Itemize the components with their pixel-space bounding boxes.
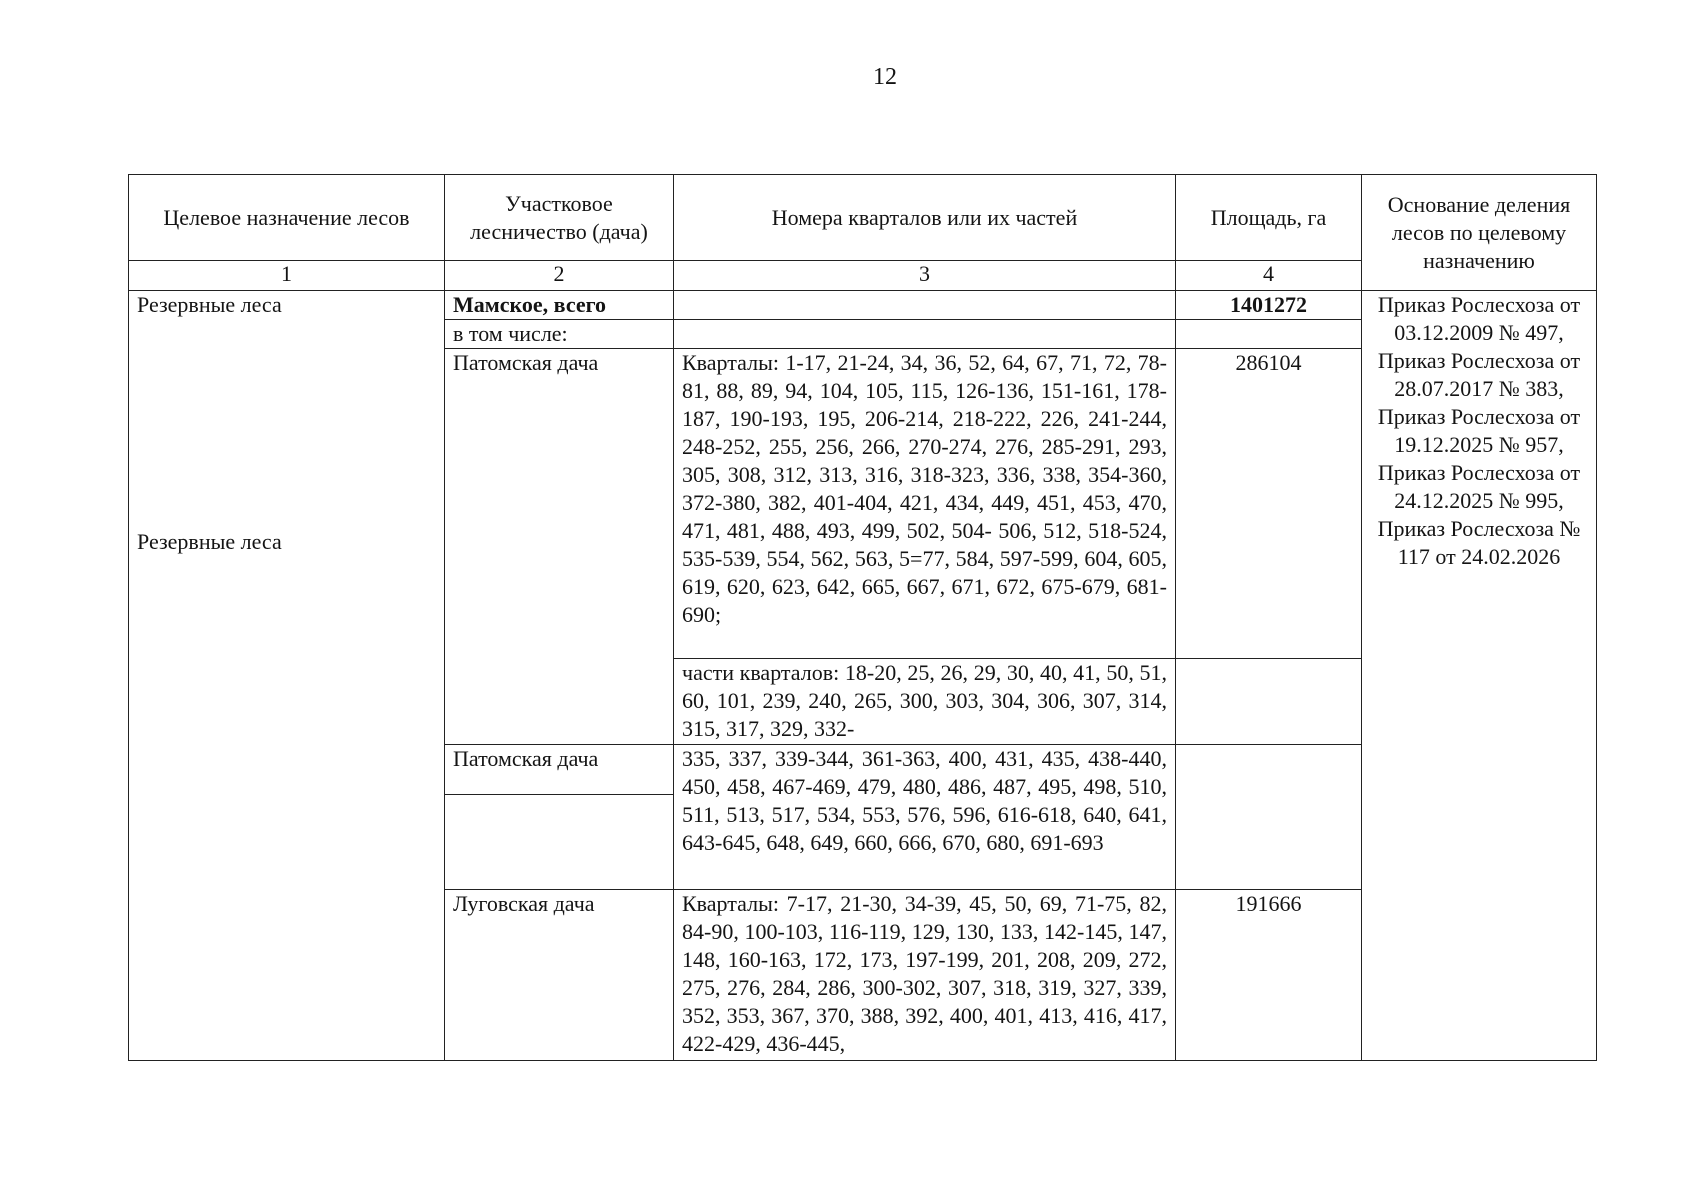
area-empty-cell: [1176, 745, 1362, 890]
forestry-empty-cell: [445, 795, 674, 890]
quarters-empty-cell: [674, 320, 1176, 349]
header-quarters: Номера кварталов или их частей: [674, 175, 1176, 261]
table-header-row: [129, 175, 1597, 261]
area-cell: 286104: [1176, 349, 1362, 659]
header-forestry: Участковое лесничество (дача): [445, 175, 674, 261]
column-number-4: 4: [1176, 261, 1362, 291]
forestry-cell: Луговская дача: [445, 890, 674, 1061]
forestry-cell: Патомская дача: [445, 349, 674, 745]
column-number-1: 1: [129, 261, 445, 291]
table-row-mamskoe-total: [129, 291, 1597, 320]
including-label: в том числе:: [445, 320, 674, 349]
forest-purpose-table: [128, 174, 1597, 1061]
header-area: Площадь, га: [1176, 175, 1362, 261]
column-number-3: 3: [674, 261, 1176, 291]
purpose-label-mid: Резервные леса: [137, 529, 282, 554]
page-number: 12: [873, 64, 897, 90]
forestry-total-cell: Мамское, всего: [445, 291, 674, 320]
quarters-empty-cell: [674, 291, 1176, 320]
purpose-label-top: Резервные леса: [137, 292, 282, 317]
basis-cell: Приказ Рослесхоза от 03.12.2009 № 497, Приказ Рослесхоза от 28.07.2017 № 383, Приказ Рослесхоза от 19.12.2025 № 957, Приказ Рослесхоза от 24.12.2025 № 995, Приказ Рослесхоза № 117 от 24.02.2026: [1362, 291, 1597, 1061]
area-cell: 191666: [1176, 890, 1362, 1061]
header-purpose: Целевое назначение лесов: [129, 175, 445, 261]
quarters-cell: 335, 337, 339-344, 361-363, 400, 431, 435, 438-440, 450, 458, 467-469, 479, 480, 486, 487, 495, 498, 510, 511, 513, 517, 534, 553, 576, 596, 616-618, 640, 641, 643-645, 648, 649, 660, 666, 670, 680, 691-693: [674, 745, 1176, 890]
area-empty-cell: [1176, 659, 1362, 745]
area-empty-cell: [1176, 320, 1362, 349]
header-basis: Основание деления лесов по целевому назначению: [1362, 175, 1597, 291]
purpose-cell: [129, 291, 445, 1061]
quarters-cell: Кварталы: 7-17, 21-30, 34-39, 45, 50, 69, 71-75, 82, 84-90, 100-103, 116-119, 129, 130, 133, 142-145, 147, 148, 160-163, 172, 173, 197-199, 201, 208, 209, 272, 275, 276, 284, 286, 300-302, 307, 318, 319, 327, 339, 352, 353, 367, 370, 388, 392, 400, 401, 413, 416, 417, 422-429, 436-445,: [674, 890, 1176, 1061]
quarters-cell: Кварталы: 1-17, 21-24, 34, 36, 52, 64, 67, 71, 72, 78-81, 88, 89, 94, 104, 105, 115, 126-136, 151-161, 178-187, 190-193, 195, 206-214, 218-222, 226, 241-244, 248-252, 255, 256, 266, 270-274, 276, 285-291, 293, 305, 308, 312, 313, 316, 318-323, 336, 338, 354-360, 372-380, 382, 401-404, 421, 434, 449, 451, 453, 470, 471, 481, 488, 493, 499, 502, 504- 506, 512, 518-524, 535-539, 554, 562, 563, 5=77, 584, 597-599, 604, 605, 619, 620, 623, 642, 665, 667, 671, 672, 675-679, 681-690;: [674, 349, 1176, 659]
column-number-2: 2: [445, 261, 674, 291]
forestry-cell: Патомская дача: [445, 745, 674, 795]
area-total-cell: 1401272: [1176, 291, 1362, 320]
quarters-cell: части кварталов: 18-20, 25, 26, 29, 30, 40, 41, 50, 51, 60, 101, 239, 240, 265, 300, 303, 304, 306, 307, 314, 315, 317, 329, 332-: [674, 659, 1176, 745]
